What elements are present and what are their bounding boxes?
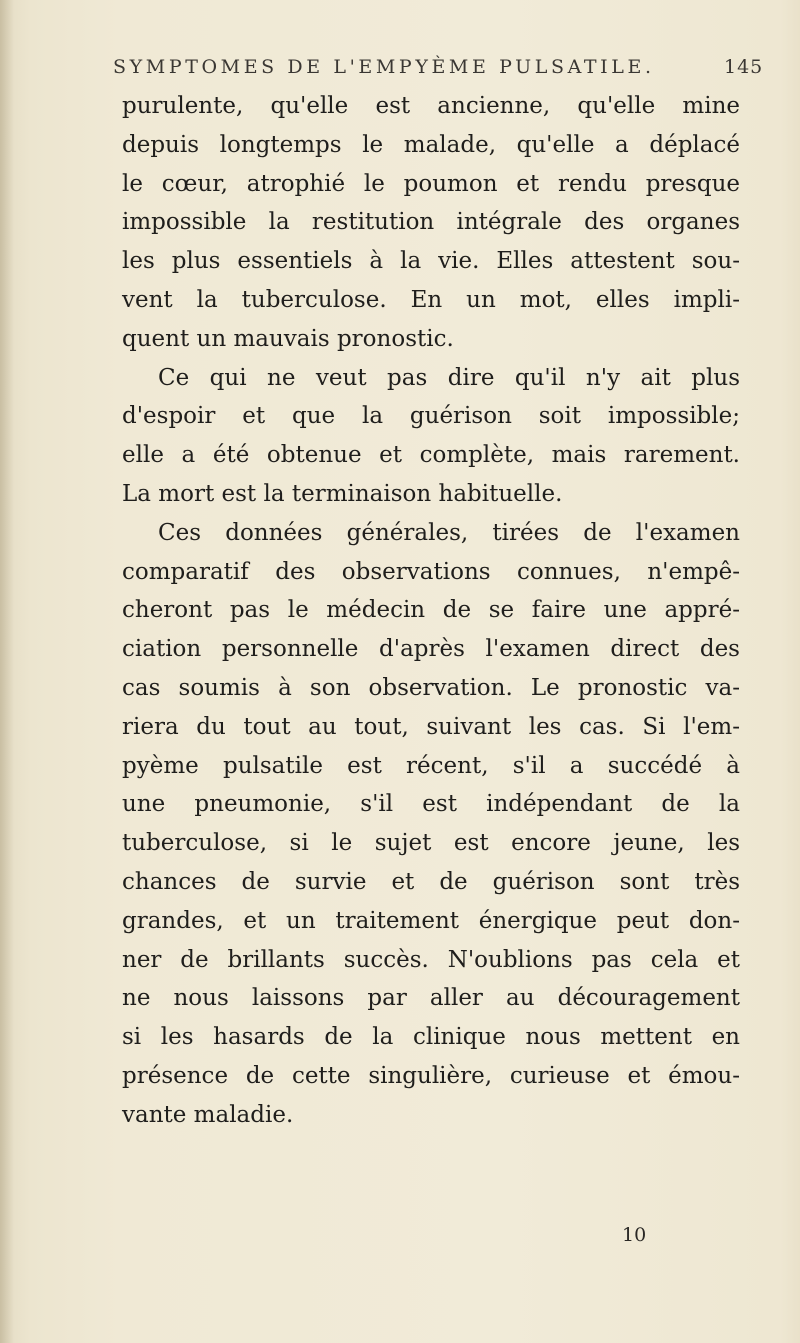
text-line: le cœur, atrophié le poumon et rendu presque — [122, 170, 740, 197]
text-line: pyème pulsatile est récent, s'il a succédé à — [122, 752, 740, 779]
text-line: riera du tout au tout, suivant les cas. Si l'em- — [122, 713, 740, 740]
text-line: vent la tuberculose. En un mot, elles impli- — [122, 286, 740, 313]
signature-mark: 10 — [622, 1224, 647, 1246]
running-title: SYMPTOMES DE L'EMPYÈME PULSATILE. — [113, 56, 655, 78]
body-text — [122, 87, 740, 1135]
text-line: cheront pas le médecin de se faire une appré- — [122, 597, 740, 624]
paragraph-start-line: Ces données générales, tirées de l'examen — [158, 519, 740, 546]
text-line: quent un mauvais pronostic. — [122, 325, 454, 352]
text-line: depuis longtemps le malade, qu'elle a déplacé — [122, 131, 740, 158]
text-line: impossible la restitution intégrale des organes — [122, 209, 740, 236]
paragraph-start-line: Ce qui ne veut pas dire qu'il n'y ait plus — [158, 364, 740, 391]
text-line: vante maladie. — [122, 1101, 294, 1128]
text-line: grandes, et un traitement énergique peut don- — [122, 907, 740, 934]
text-line: cas soumis à son observation. Le pronostic va- — [122, 674, 740, 701]
text-line: si les hasards de la clinique nous mettent en — [122, 1024, 740, 1051]
text-line: purulente, qu'elle est ancienne, qu'elle mine — [122, 93, 740, 119]
text-line: une pneumonie, s'il est indépendant de la — [122, 791, 740, 818]
text-line: comparatif des observations connues, n'empê- — [122, 558, 740, 585]
text-line: elle a été obtenue et complète, mais rarement. — [122, 442, 740, 469]
text-line: ciation personnelle d'après l'examen direct des — [122, 636, 740, 663]
text-line: les plus essentiels à la vie. Elles attestent sou- — [122, 248, 740, 275]
text-line: présence de cette singulière, curieuse et émou- — [122, 1062, 740, 1089]
text-line: d'espoir et que la guérison soit impossible; — [122, 403, 740, 430]
page-number: 145 — [724, 56, 764, 78]
text-line: La mort est la terminaison habituelle. — [122, 480, 563, 507]
text-line: tuberculose, si le sujet est encore jeune, les — [122, 830, 740, 857]
text-line: chances de survie et de guérison sont très — [122, 868, 740, 895]
spine-shadow — [0, 0, 14, 1343]
running-head — [113, 56, 764, 78]
text-line: ner de brillants succès. N'oublions pas cela et — [122, 946, 740, 973]
text-line: ne nous laissons par aller au découragement — [122, 985, 740, 1012]
